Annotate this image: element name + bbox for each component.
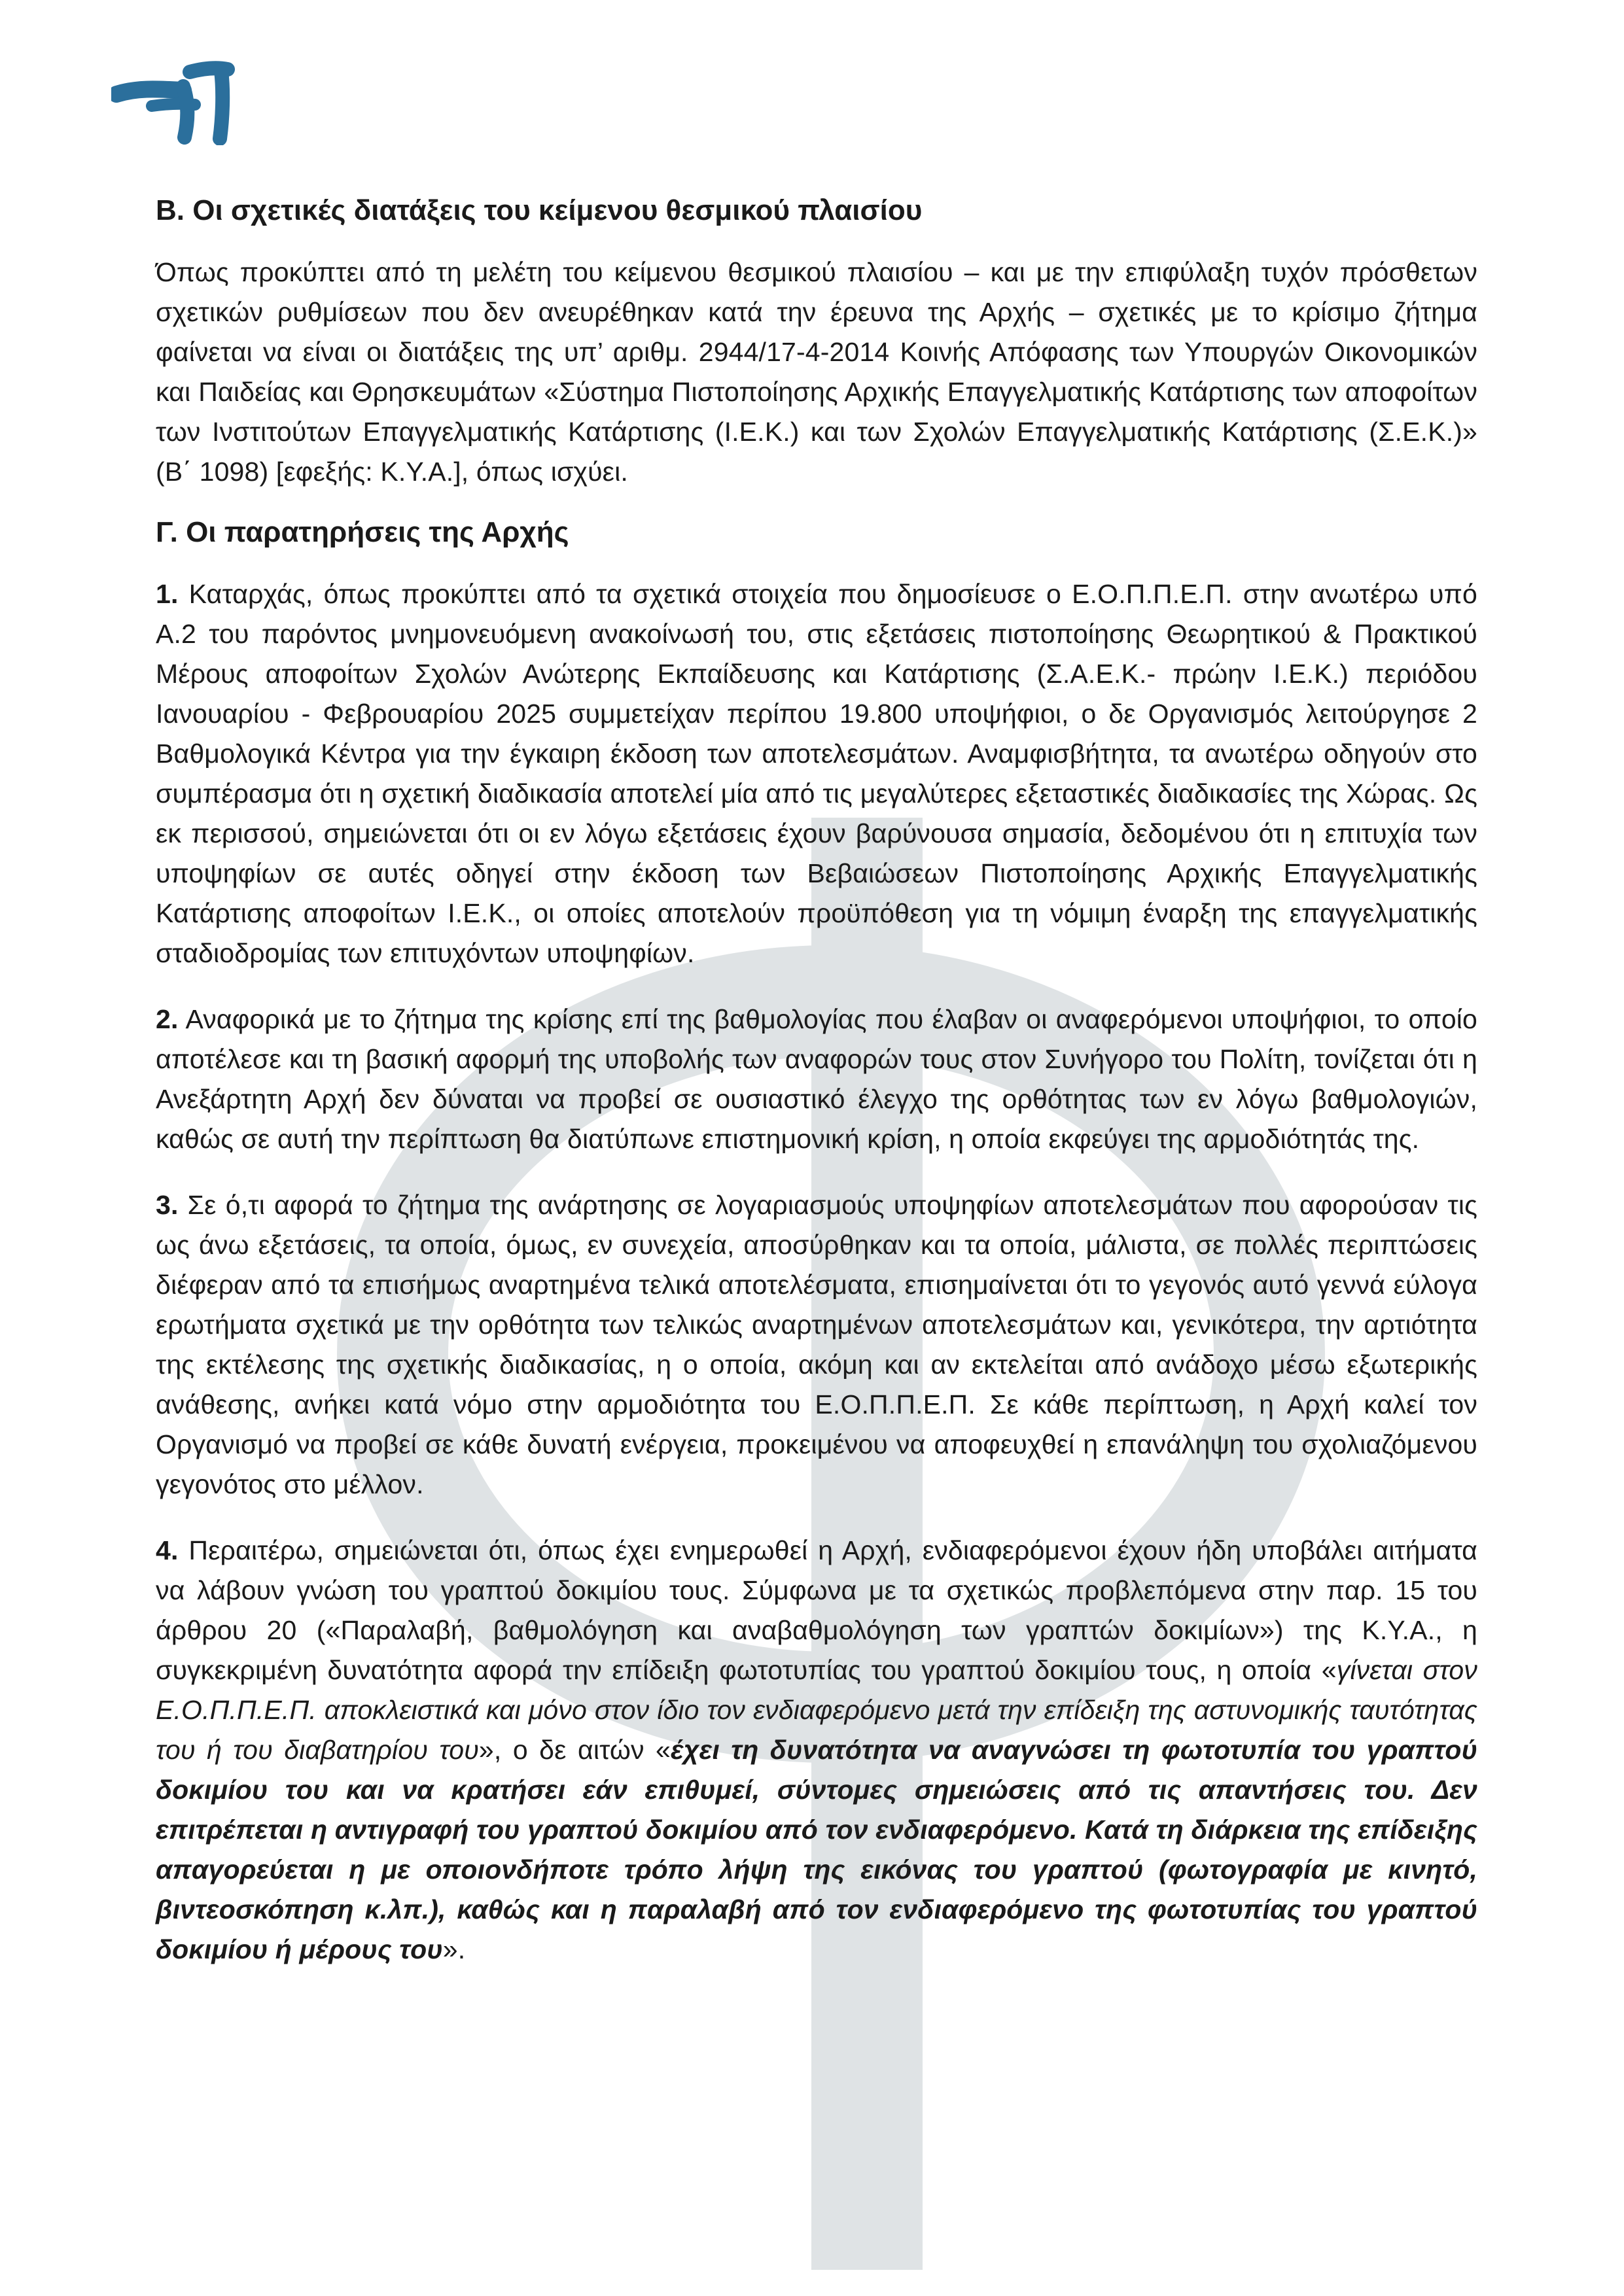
- paragraph-number: 4.: [156, 1535, 179, 1565]
- paragraph-text: Καταρχάς, όπως προκύπτει από τα σχετικά στοιχεία που δημοσίευσε ο Ε.Ο.Π.Π.Ε.Π. στην ανωτέρω υπό Α.2 του παρόντος μνημονευόμενη ανακοίνωσή του, στις εξετάσεις πιστοποίησης Θεωρητικού & Πρακτικού Μέρους αποφοίτων Σχολών Ανώτερης Εκπαίδευσης και Κατάρτισης (Σ.Α.Ε.Κ.- πρώην Ι.Ε.Κ.) περιόδου Ιανουαρίου - Φεβρουαρίου 2025 συμμετείχαν περίπου 19.800 υποψήφιοι, ο δε Οργανισμός λειτούργησε 2 Βαθμολογικά Κέντρα για την έγκαιρη έκδοση των αποτελεσμάτων. Αναμφισβήτητα, τα ανωτέρω οδηγούν στο συμπέρασμα ότι η σχετική διαδικασία αποτελεί μία από τις μεγαλύτερες εξεταστικές διαδικασίες της Χώρας. Ως εκ περισσού, σημειώνεται ότι οι εν λόγω εξετάσεις έχουν βαρύνουσα σημασία, δεδομένου ότι η επιτυχία των υποψηφίων σε αυτές οδηγεί στην έκδοση των Βεβαιώσεων Πιστοποίησης Αρχικής Επαγγελματικής Κατάρτισης αποφοίτων Ι.Ε.Κ., οι οποίες αποτελούν προϋπόθεση για τη νόμιμη έναρξη της επαγγελματικής σταδιοδρομίας των επιτυχόντων υποψηφίων.: [156, 579, 1477, 968]
- paragraph-number: 1.: [156, 579, 179, 609]
- quote-italic: γίνεται στον Ε.Ο.Π.Π.Ε.Π. αποκλειστικά και μόνο στον ίδιο τον ενδιαφερόμενο μετά την επίδειξη της αστυνομικής ταυτότητας του ή του διαβατηρίου του: [156, 1655, 1477, 1765]
- logo-icon: [111, 60, 242, 145]
- paragraph-2: [156, 1000, 1477, 1159]
- quote-bold-italic: έχει τη δυνατότητα να αναγνώσει τη φωτοτυπία του γραπτού δοκιμίου του και να κρατήσει εάν επιθυμεί, σύντομες σημειώσεις από τις απαντήσεις του. Δεν επιτρέπεται η αντιγραφή του γραπτού δοκιμίου από τον ενδιαφερόμενο. Κατά τη διάρκεια της επίδειξης απαγορεύεται η με οποιονδήποτε τρόπο λήψη της εικόνας του γραπτού (φωτογραφία με κινητό, βιντεοσκόπηση κ.λπ.), καθώς και η παραλαβή από τον ενδιαφερόμενο της φωτοτυπίας του γραπτού δοκιμίου ή μέρους του: [156, 1735, 1477, 1964]
- paragraph-text-cont: », ο δε αιτών «: [478, 1735, 671, 1765]
- paragraph-text: Αναφορικά με το ζήτημα της κρίσης επί της βαθμολογίας που έλαβαν οι αναφερόμενοι υποψήφιοι, το οποίο αποτέλεσε και τη βασική αφορμή της υποβολής των αναφορών τους στον Συνήγορο του Πολίτη, τονίζεται ότι η Ανεξάρτητη Αρχή δεν δύναται να προβεί σε ουσιαστικό έλεγχο της ορθότητας των εν λόγω βαθμολογιών, καθώς σε αυτή την περίπτωση θα διατύπωνε επιστημονική κρίση, η οποία εκφεύγει της αρμοδιότητάς της.: [156, 1004, 1478, 1154]
- paragraph-4: [156, 1531, 1477, 1970]
- section-b-paragraph: Όπως προκύπτει από τη μελέτη του κείμενου θεσμικού πλαισίου – και με την επιφύλαξη τυχόν πρόσθετων σχετικών ρυθμίσεων που δεν ανευρέθηκαν κατά την έρευνα της Αρχής – σχετικές με το κρίσιμο ζήτημα φαίνεται να είναι οι διατάξεις της υπ’ αριθμ. 2944/17-4-2014 Κοινής Απόφασης των Υπουργών Οικονομικών και Παιδείας και Θρησκευμάτων «Σύστημα Πιστοποίησης Αρχικής Επαγγελματικής Κατάρτισης των αποφοίτων των Ινστιτούτων Επαγγελματικής Κατάρτισης (Ι.Ε.Κ.) και των Σχολών Επαγγελματικής Κατάρτισης (Σ.Ε.Κ.)» (Β΄ 1098) [εφεξής: Κ.Υ.Α.], όπως ισχύει.: [156, 257, 1477, 487]
- paragraph-text-end: ».: [442, 1934, 466, 1964]
- paragraph-1: [156, 574, 1477, 973]
- paragraph-text: Περαιτέρω, σημειώνεται ότι, όπως έχει ενημερωθεί η Αρχή, ενδιαφερόμενοι έχουν ήδη υποβάλει αιτήματα να λάβουν γνώση του γραπτού δοκιμίου τους. Σύμφωνα με τα σχετικώς προβλεπόμενα στην παρ. 15 του άρθρου 20 («Παραλαβή, βαθμολόγηση και αναβαθμολόγηση των γραπτών δοκιμίων») της Κ.Υ.Α., η συγκεκριμένη δυνατότητα αφορά την επίδειξη φωτοτυπίας του γραπτού δοκιμίου τους, η οποία «: [156, 1535, 1477, 1685]
- paragraph-text: Σε ό,τι αφορά το ζήτημα της ανάρτησης σε λογαριασμούς υποψηφίων αποτελεσμάτων που αφορούσαν τις ως άνω εξετάσεις, τα οποία, όμως, εν συνεχεία, αποσύρθηκαν και τα οποία, μάλιστα, σε πολλές περιπτώσεις διέφεραν από τα επισήμως αναρτημένα τελικά αποτελέσματα, επισημαίνεται ότι το γεγονός αυτό γεννά εύλογα ερωτήματα σχετικά με την ορθότητα των τελικώς αναρτημένων αποτελεσμάτων και, γενικότερα, την αρτιότητα της εκτέλεσης της σχετικής διαδικασίας, η ο οποία, ακόμη και αν εκτελείται από ανάδοχο μέσω εξωτερικής ανάθεσης, ανήκει κατά νόμο στην αρμοδιότητα του Ε.Ο.Π.Π.Ε.Π. Σε κάθε περίπτωση, η Αρχή καλεί τον Οργανισμό να προβεί σε κάθε δυνατή ενέργεια, προκειμένου να αποφευχθεί η επανάληψη του σχολιαζόμενου γεγονότος στο μέλλον.: [156, 1190, 1477, 1499]
- paragraph-3: [156, 1185, 1477, 1505]
- paragraph-number: 3.: [156, 1190, 179, 1220]
- section-b-heading: Β. Οι σχετικές διατάξεις του κείμενου θεσμικού πλαισίου: [156, 194, 923, 226]
- document-body: [156, 196, 1477, 1996]
- paragraph-number: 2.: [156, 1004, 179, 1034]
- section-c-heading: Γ. Οι παρατηρήσεις της Αρχής: [156, 516, 569, 548]
